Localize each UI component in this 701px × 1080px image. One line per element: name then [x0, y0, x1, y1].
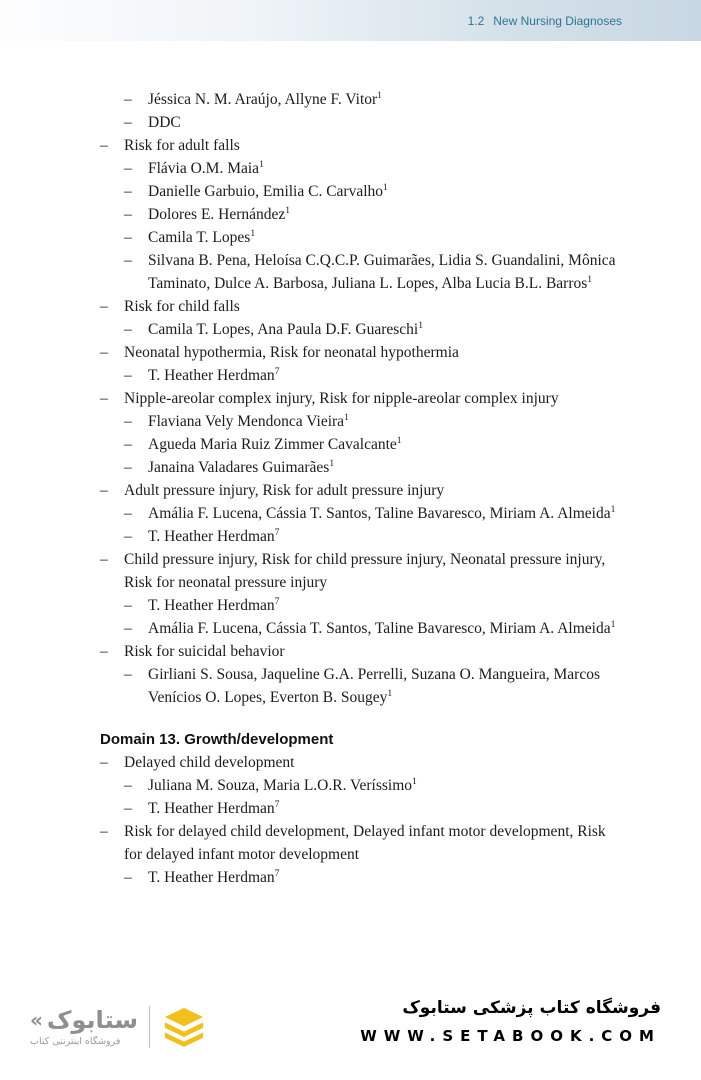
item-text: Janaina Valadares Guimarães$^1$ [148, 457, 335, 476]
diagnosis-item [100, 751, 627, 774]
list-dash: – [100, 344, 108, 361]
section-title: New Nursing Diagnoses [493, 13, 622, 28]
store-tagline: فروشگاه کتاب پزشکی ستابوک [402, 998, 661, 1018]
contributor-item [124, 226, 627, 249]
item-text: Juliana M. Souza, Maria L.O.R. Veríssimo$^1$ [148, 775, 417, 794]
logo-brand-text: ستابوک [46, 1006, 138, 1034]
page-footer [0, 990, 701, 1080]
reference-superscript: 7 [274, 595, 280, 607]
item-text: Nipple-areolar complex injury, Risk for nipple-areolar complex injury [124, 390, 559, 407]
contributor-item [124, 797, 627, 820]
list-dash: – [124, 666, 132, 683]
diagnosis-item [100, 295, 627, 318]
logo-text-column [30, 1007, 138, 1047]
reference-superscript: 7 [274, 867, 280, 879]
logo-subtitle: فروشگاه اینترنتی کتاب [30, 1036, 121, 1047]
item-text: Neonatal hypothermia, Risk for neonatal hypothermia [124, 344, 459, 361]
diagnosis-item [100, 134, 627, 157]
reference-superscript: 1 [344, 411, 349, 423]
reference-superscript: 1 [259, 158, 264, 170]
contributor-item [124, 456, 627, 479]
item-text: Flaviana Vely Mendonca Vieira$^1$ [148, 411, 349, 430]
reference-superscript: 1 [610, 503, 616, 515]
item-text: Adult pressure injury, Risk for adult pressure injury [124, 482, 445, 499]
item-text: T. Heather Herdman$^7$ [148, 798, 280, 817]
item-text: Risk for adult falls [124, 137, 240, 154]
item-text: Jéssica N. M. Araújo, Allyne F. Vitor$^1$ [148, 89, 382, 108]
contributor-item [124, 111, 627, 134]
reference-superscript: 1 [396, 434, 402, 446]
logo-brand [30, 1007, 138, 1033]
diagnosis-item [100, 820, 627, 866]
list-dash: – [124, 206, 132, 223]
contributor-item [124, 364, 627, 387]
list-dash: – [124, 114, 132, 131]
contributor-item [124, 525, 627, 548]
item-text: Risk for child falls [124, 298, 240, 315]
contributor-list [0, 88, 627, 889]
item-text: T. Heather Herdman$^7$ [148, 867, 280, 886]
reference-superscript: 1 [387, 687, 393, 699]
item-text: Danielle Garbuio, Emilia C. Carvalho$^1$ [148, 181, 388, 200]
item-text: Agueda Maria Ruiz Zimmer Cavalcante$^1$ [148, 434, 402, 453]
setabook-logo [30, 1006, 207, 1048]
stacked-chevron-book-icon [161, 1007, 207, 1047]
list-dash: – [124, 620, 132, 637]
item-text: Child pressure injury, Risk for child pressure injury, Neonatal pressure injury, Risk for neonatal pressure injury [124, 551, 606, 591]
reference-superscript: 1 [383, 181, 388, 193]
reference-superscript: 7 [274, 526, 280, 538]
running-header-band [0, 0, 701, 41]
list-dash: – [100, 482, 108, 499]
item-text: T. Heather Herdman$^7$ [148, 526, 280, 545]
contributor-item [124, 617, 627, 640]
list-dash: – [100, 137, 108, 154]
list-dash: – [124, 229, 132, 246]
contributor-item [124, 774, 627, 797]
item-text: Camila T. Lopes$^1$ [148, 227, 256, 246]
item-text: Risk for suicidal behavior [124, 643, 285, 660]
item-text: T. Heather Herdman$^7$ [148, 365, 280, 384]
list-dash: – [124, 459, 132, 476]
contributor-item [124, 180, 627, 203]
list-dash: – [100, 754, 108, 771]
item-text: Amália F. Lucena, Cássia T. Santos, Taline Bavaresco, Miriam A. Almeida$^1$ [148, 618, 616, 637]
diagnosis-item [100, 479, 627, 502]
item-text: Camila T. Lopes, Ana Paula D.F. Guareschi$^1$ [148, 319, 424, 338]
item-text: DDC [148, 114, 181, 131]
list-dash: – [124, 777, 132, 794]
list-dash: – [124, 160, 132, 177]
item-text: T. Heather Herdman$^7$ [148, 595, 280, 614]
diagnosis-item [100, 341, 627, 364]
reference-superscript: 1 [285, 204, 291, 216]
item-text: Delayed child development [124, 754, 295, 771]
reference-superscript: 1 [377, 89, 382, 101]
contributor-item [124, 502, 627, 525]
list-dash: – [124, 869, 132, 886]
list-dash: – [124, 436, 132, 453]
reference-superscript: 7 [274, 798, 280, 810]
item-text: Dolores E. Hernández$^1$ [148, 204, 291, 223]
reference-superscript: 7 [274, 365, 280, 377]
list-dash: – [100, 298, 108, 315]
list-dash: – [124, 367, 132, 384]
contributor-item [124, 866, 627, 889]
reference-superscript: 1 [587, 273, 593, 285]
list-dash: – [100, 390, 108, 407]
contributor-item [124, 594, 627, 617]
item-text: Flávia O.M. Maia$^1$ [148, 158, 264, 177]
list-dash: – [100, 643, 108, 660]
reference-superscript: 1 [418, 319, 424, 331]
item-text: Risk for delayed child development, Delayed infant motor development, Risk for delayed infant motor development [124, 823, 606, 863]
reference-superscript: 1 [412, 775, 417, 787]
list-dash: – [100, 551, 108, 568]
list-dash: – [124, 528, 132, 545]
contributor-item [124, 663, 627, 709]
list-dash: – [124, 252, 132, 269]
list-dash: – [124, 321, 132, 338]
item-text: Girliani S. Sousa, Jaqueline G.A. Perrelli, Suzana O. Mangueira, Marcos Venícios O. Lopes, Everton B. Sougey$^1$ [148, 666, 600, 706]
running-header [468, 14, 622, 28]
contributor-item [124, 203, 627, 226]
item-text: Silvana B. Pena, Heloísa C.Q.C.P. Guimarães, Lidia S. Guandalini, Mônica Taminato, Dulce A. Barbosa, Juliana L. Lopes, Alba Lucia B.L. Barros$^1$ [148, 252, 616, 292]
diagnosis-item [100, 640, 627, 663]
footer-text-block [360, 998, 661, 1045]
reference-superscript: 1 [329, 457, 335, 469]
contributor-item [124, 433, 627, 456]
contributor-item [124, 410, 627, 433]
list-dash: – [124, 597, 132, 614]
list-dash: – [124, 413, 132, 430]
list-dash: – [124, 91, 132, 108]
contributor-item [124, 88, 627, 111]
list-dash: – [124, 800, 132, 817]
list-dash: – [124, 183, 132, 200]
item-text: Amália F. Lucena, Cássia T. Santos, Taline Bavaresco, Miriam A. Almeida$^1$ [148, 503, 616, 522]
logo-divider [149, 1006, 150, 1048]
list-dash: – [124, 505, 132, 522]
reference-superscript: 1 [250, 227, 256, 239]
website-url: WWW.SETABOOK.COM [360, 1027, 661, 1045]
contributor-item [124, 157, 627, 180]
diagnosis-item [100, 387, 627, 410]
domain-heading: Domain 13. Growth/development [100, 731, 334, 748]
section-number: 1.2 [467, 13, 485, 28]
reference-superscript: 1 [610, 618, 616, 630]
contributor-item [124, 318, 627, 341]
contributor-item [124, 249, 627, 295]
double-chevron-icon: « [30, 1008, 43, 1032]
list-dash: – [100, 823, 108, 840]
diagnosis-item [100, 548, 627, 594]
